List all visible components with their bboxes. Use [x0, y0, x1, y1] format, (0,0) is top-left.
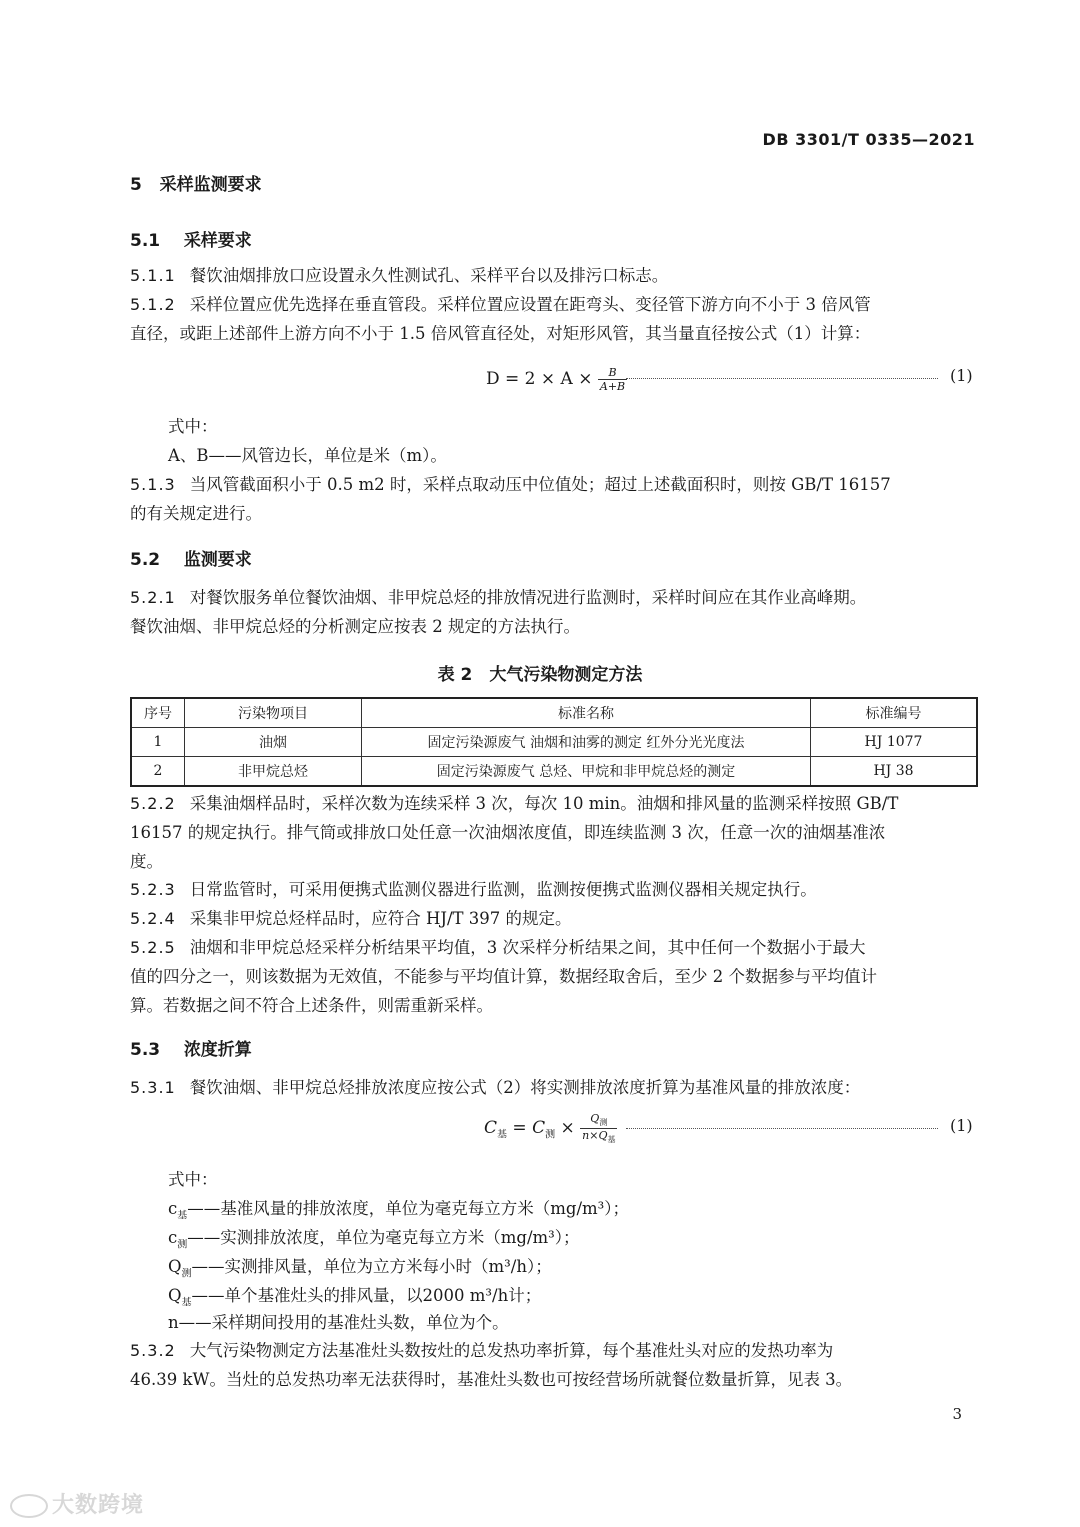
clause-text: 日常监管时，可采用便携式监测仪器进行监测，监测按便携式监测仪器相关规定执行。	[189, 880, 817, 899]
subsection-number: 5.3	[130, 1040, 161, 1060]
subsection-heading	[130, 545, 252, 570]
def-subscript: 测	[181, 1268, 192, 1280]
watermark-text: 大数跨境	[52, 1493, 145, 1518]
paragraph-5-1-1	[130, 261, 978, 290]
clause-number: 5.1.2	[130, 295, 176, 314]
formula-fraction	[580, 1112, 617, 1145]
subsection-number: 5.1	[130, 231, 161, 251]
formula-number: (1)	[950, 1116, 973, 1135]
formula-concentration	[484, 1112, 617, 1145]
def-text: ——采样期间投用的基准灶头数，单位为个。	[178, 1313, 509, 1332]
subsection-title: 采样要求	[183, 231, 252, 251]
table-caption: 表 2 大气污染物测定方法	[437, 665, 643, 685]
formula-number: (1)	[950, 366, 973, 385]
table-cell: 固定污染源废气 总烃、甲烷和非甲烷总烃的测定	[362, 757, 811, 787]
page-number: 3	[952, 1405, 962, 1423]
watermark-logo	[10, 1488, 144, 1519]
formula-lhs: D = 2 × A ×	[486, 369, 593, 389]
paragraph-5-2-1	[130, 583, 978, 641]
clause-text: 餐饮油烟排放口应设置永久性测试孔、采样平台以及排污口标志。	[189, 266, 669, 285]
paragraph-5-1-3	[130, 470, 978, 528]
clause-text: 当风管截面积小于 0.5 m2 时，采样点取动压中位值处；超过上述截面积时，则按 GB/T 16157	[189, 475, 891, 494]
fraction-denominator: n×Q	[582, 1129, 608, 1143]
def-symbol: c	[168, 1228, 178, 1247]
watermark-icon	[10, 1494, 48, 1518]
clause-text: 的有关规定进行。	[130, 504, 262, 523]
table-cell: 非甲烷总烃	[185, 757, 362, 787]
clause-number: 5.3.2	[130, 1341, 176, 1360]
clause-text: 采样位置应优先选择在垂直管段。采样位置应设置在距弯头、变径管下游方向不小于 3 倍风管	[189, 295, 871, 314]
clause-text: 算。若数据之间不符合上述条件，则需重新采样。	[130, 996, 493, 1015]
subsection-heading	[130, 1035, 252, 1060]
formula-symbol: C	[484, 1118, 498, 1139]
paragraph-5-2-5	[130, 933, 978, 1020]
clause-number: 5.2.1	[130, 588, 176, 607]
table-header-cell: 标准编号	[811, 698, 978, 728]
def-text: ——实测排放浓度，单位为毫克每立方米（mg/m³）；	[187, 1228, 580, 1247]
formula-subscript: 测	[545, 1129, 556, 1141]
paragraph-5-2-4	[130, 904, 978, 933]
clause-text: 直径，或距上述部件上游方向不小于 1.5 倍风管直径处，对矩形风管，其当量直径按公式（1）计算：	[130, 324, 871, 343]
def-symbol: Q	[168, 1286, 182, 1305]
paragraph-5-3-1	[130, 1073, 978, 1102]
formula-symbol: C	[532, 1118, 546, 1139]
fraction-denominator: A+B	[599, 380, 626, 393]
formula-operator: ×	[560, 1118, 575, 1139]
table-header-cell: 序号	[131, 698, 185, 728]
clause-number: 5.2.2	[130, 794, 176, 813]
clause-text: 16157 的规定执行。排气筒或排放口处任意一次油烟浓度值，即连续监测 3 次，任意一次的油烟基准浓	[130, 823, 886, 842]
clause-text: 采集非甲烷总烃样品时，应符合 HJ/T 397 的规定。	[189, 909, 572, 928]
clause-number: 5.2.5	[130, 938, 176, 957]
clause-number: 5.2.3	[130, 880, 176, 899]
clause-text: 餐饮油烟、非甲烷总烃的分析测定应按表 2 规定的方法执行。	[130, 617, 580, 636]
paragraph-5-2-2	[130, 789, 978, 876]
section-title: 采样监测要求	[159, 175, 262, 195]
clause-number: 5.3.1	[130, 1078, 176, 1097]
table-header-cell: 标准名称	[362, 698, 811, 728]
formula-leader-dots	[626, 378, 938, 379]
table-cell: 1	[131, 728, 185, 757]
formula-subscript: 基	[497, 1129, 508, 1141]
table-cell: HJ 1077	[811, 728, 978, 757]
fraction-numerator: B	[598, 366, 627, 380]
formula-subscript: 基	[607, 1135, 616, 1145]
def-subscript: 测	[177, 1239, 188, 1251]
clause-text: 46.39 kW。当灶的总发热功率无法获得时，基准灶头数也可按经营场所就餐位数量折算，见表 3。	[130, 1370, 853, 1389]
def-subscript: 基	[181, 1297, 192, 1309]
clause-text: 餐饮油烟、非甲烷总烃排放浓度应按公式（2）将实测排放浓度折算为基准风量的排放浓度：	[189, 1078, 861, 1097]
paragraph-5-2-3	[130, 875, 978, 904]
clause-text: 对餐饮服务单位餐饮油烟、非甲烷总烃的排放情况进行监测时，采样时间应在其作业高峰期。	[189, 588, 867, 607]
table-row	[131, 757, 977, 787]
section-heading	[130, 170, 262, 195]
fraction-numerator: Q	[590, 1112, 600, 1125]
clause-text: 度。	[130, 852, 163, 871]
pollutant-method-table	[130, 697, 978, 787]
def-symbol: n	[168, 1313, 179, 1332]
clause-number: 5.1.3	[130, 475, 176, 494]
table-cell: 固定污染源废气 油烟和油雾的测定 红外分光光度法	[362, 728, 811, 757]
clause-number: 5.1.1	[130, 266, 176, 285]
formula-operator: =	[512, 1118, 527, 1139]
table-cell: 油烟	[185, 728, 362, 757]
paragraph-5-3-2	[130, 1336, 978, 1394]
clause-text: 采集油烟样品时，采样次数为连续采样 3 次，每次 10 min。油烟和排风量的监测采样按照 GB/T	[189, 794, 899, 813]
document-number: DB 3301/T 0335—2021	[762, 130, 975, 149]
def-text: ——基准风量的排放浓度，单位为毫克每立方米（mg/m³）；	[187, 1199, 630, 1218]
formula-fraction	[598, 366, 627, 393]
where-ab: A、B——风管边长，单位是米（m）。	[168, 446, 447, 465]
formula-subscript: 测	[599, 1118, 608, 1128]
def-subscript: 基	[177, 1210, 188, 1222]
clause-text: 油烟和非甲烷总烃采样分析结果平均值，3 次采样分析结果之间，其中任何一个数据小于最大	[189, 938, 866, 957]
subsection-number: 5.2	[130, 550, 161, 570]
clause-text: 值的四分之一，则该数据为无效值，不能参与平均值计算，数据经取舍后，至少 2 个数据参与平均值计	[130, 967, 877, 986]
def-symbol: Q	[168, 1257, 182, 1276]
subsection-heading	[130, 226, 252, 251]
subsection-title: 监测要求	[183, 550, 252, 570]
where-label: 式中：	[168, 417, 218, 436]
def-text: ——实测排风量，单位为立方米每小时（m³/h）；	[191, 1257, 552, 1276]
def-text: ——单个基准灶头的排风量，以2000 m³/h计；	[191, 1286, 542, 1305]
clause-number: 5.2.4	[130, 909, 176, 928]
def-symbol: c	[168, 1199, 178, 1218]
table-header-cell: 污染物项目	[185, 698, 362, 728]
formula-equivalent-diameter	[486, 366, 627, 393]
table-cell: 2	[131, 757, 185, 787]
table-header-row	[131, 698, 977, 728]
table-cell: HJ 38	[811, 757, 978, 787]
where-label: 式中：	[168, 1170, 218, 1189]
section-number: 5	[130, 175, 142, 195]
clause-text: 大气污染物测定方法基准灶头数按灶的总发热功率折算，每个基准灶头对应的发热功率为	[189, 1341, 834, 1360]
paragraph-5-1-2	[130, 290, 978, 348]
table-row	[131, 728, 977, 757]
definition-n	[130, 1308, 1016, 1337]
subsection-title: 浓度折算	[183, 1040, 252, 1060]
formula-leader-dots	[626, 1128, 938, 1129]
